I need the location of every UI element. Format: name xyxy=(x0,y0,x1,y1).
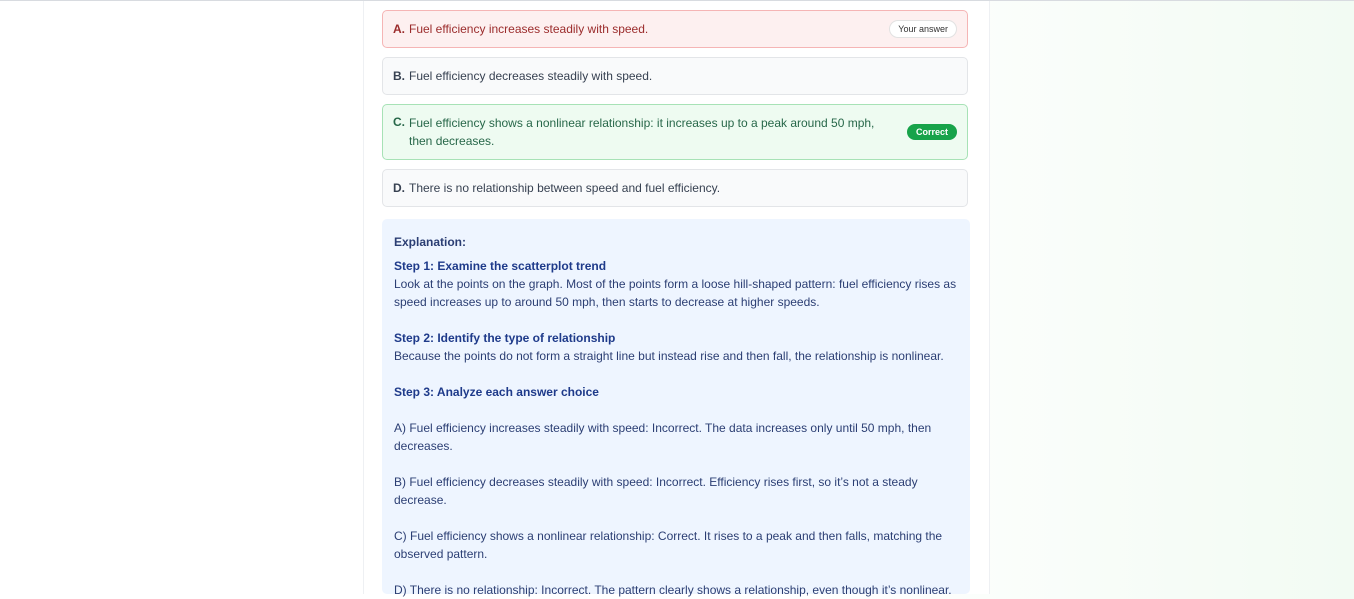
choice-text: Fuel efficiency shows a nonlinear relationship: it increases up to a peak around 50 mph, then decreases. xyxy=(409,116,875,148)
explanation-title: Explanation: xyxy=(394,235,467,249)
choice-letter: B. xyxy=(393,69,405,83)
analysis-c: C) Fuel efficiency shows a nonlinear relationship: Correct. It rises to a peak and then falls, matching the observed pattern. xyxy=(394,529,943,561)
choice-letter: A. xyxy=(393,22,405,36)
choice-b[interactable] xyxy=(382,57,968,95)
choice-text: There is no relationship between speed and fuel efficiency. xyxy=(409,181,721,195)
step-1-title: Step 1: Examine the scatterplot trend xyxy=(394,259,607,273)
analysis-b: B) Fuel efficiency decreases steadily with speed: Incorrect. Efficiency rises first, so it’s not a steady decrease. xyxy=(394,475,918,507)
step-3-title: Step 3: Analyze each answer choice xyxy=(394,385,599,399)
analysis-a: A) Fuel efficiency increases steadily with speed: Incorrect. The data increases only until 50 mph, then decreases. xyxy=(394,421,932,453)
choice-d[interactable] xyxy=(382,169,968,207)
choice-text: Fuel efficiency increases steadily with speed. xyxy=(409,22,649,36)
choice-a[interactable] xyxy=(382,10,968,48)
step-1-text: Look at the points on the graph. Most of the points form a loose hill-shaped pattern: fuel efficiency rises as speed increases up to around 50 mph, then starts to decrease at higher speeds. xyxy=(394,277,957,309)
your-answer-badge: Your answer xyxy=(889,20,957,38)
choice-c[interactable] xyxy=(382,104,968,160)
step-2-text: Because the points do not form a straight line but instead rise and then fall, the relationship is nonlinear. xyxy=(394,349,944,363)
explanation-box xyxy=(382,219,970,597)
step-2-title: Step 2: Identify the type of relationship xyxy=(394,331,616,345)
choice-text: Fuel efficiency decreases steadily with speed. xyxy=(409,69,653,83)
choice-letter: D. xyxy=(393,181,405,195)
correct-badge: Correct xyxy=(907,124,957,140)
choice-letter: C. xyxy=(393,115,405,129)
analysis-d: D) There is no relationship: Incorrect. The pattern clearly shows a relationship, even though it’s nonlinear. xyxy=(394,583,952,597)
